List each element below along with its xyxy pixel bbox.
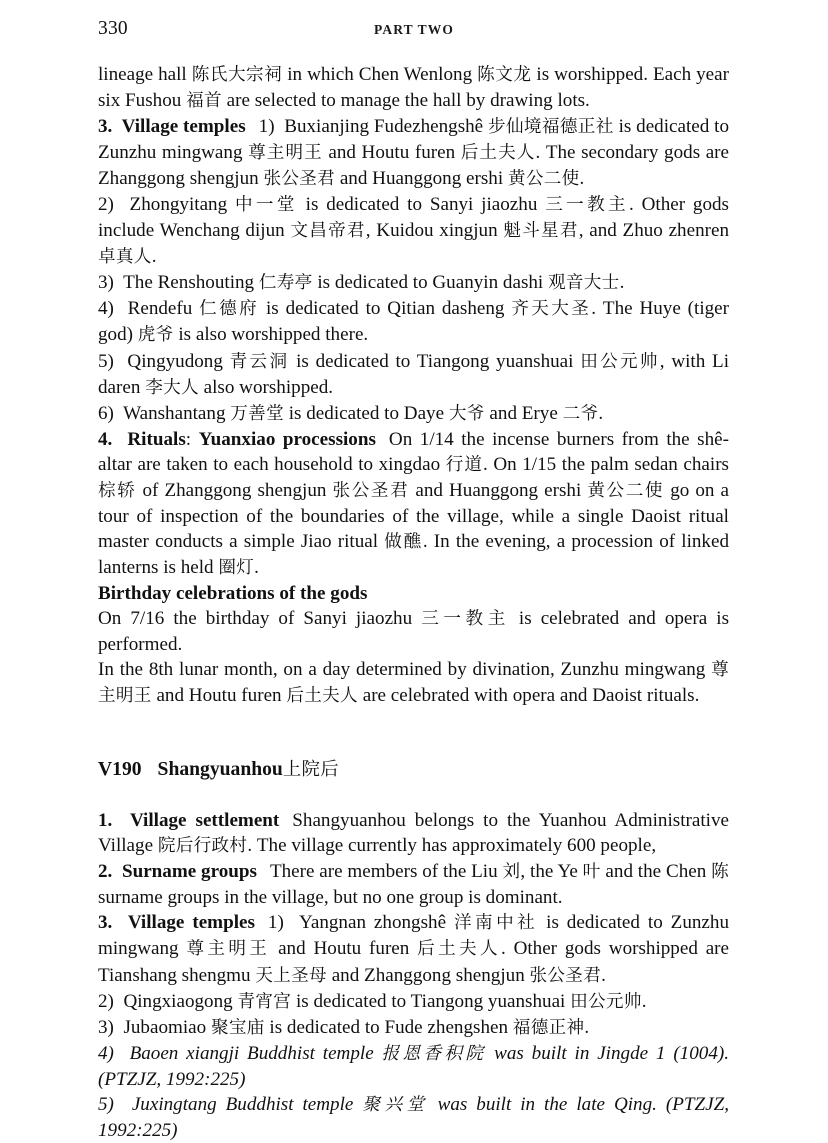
chinese-term: 黄公二使 [507, 169, 580, 190]
text-run: is dedicated to Zunzhu mingwang [98, 116, 729, 164]
chinese-term: 尊主明王 [98, 660, 729, 707]
chinese-term: 仁寿亭 [258, 273, 313, 294]
chinese-term: 陈 [711, 862, 729, 883]
running-head [98, 18, 730, 44]
chinese-term: 做醮 [384, 531, 423, 552]
text-run: , and Zhuo zhenren [578, 220, 729, 242]
chinese-term: 卓真人 [98, 247, 152, 268]
text-run: In the 8th lunar month, on a day determined by divination, Zunzhu mingwang [98, 659, 712, 681]
text-run: 3) Jubaomiao [98, 1016, 211, 1038]
text-run: and the Chen [600, 861, 712, 883]
text-run: 1) Yangnan zhongshê [267, 912, 454, 934]
text-run: of Zhanggong shengjun [136, 479, 333, 501]
chinese-term: 魁斗星君 [503, 221, 579, 242]
entry-heading-v190 [98, 757, 729, 782]
body-text-block [98, 62, 729, 1143]
section-3-village-temples-item-3 [98, 270, 729, 296]
text-run: surname groups in the village, but no one group is dominant. [98, 887, 563, 909]
chinese-term: 二爷 [562, 403, 599, 424]
chinese-term: 棕轿 [98, 480, 137, 501]
chinese-term: 洋南中社 [453, 913, 539, 934]
section-4-heading-separator: : [185, 428, 199, 450]
v190-section-3-village-temples-item-2 [98, 989, 729, 1015]
text-run: . [619, 272, 625, 294]
text-run: . The secondary gods are Zhanggong shengjun [98, 142, 729, 190]
text-run: are celebrated with opera and Daoist rituals. [357, 685, 700, 707]
text-run: . The Huye (tiger god) [98, 298, 730, 346]
v190-section-3-village-temples-item-1 [98, 910, 729, 988]
entry-code: V190 [98, 759, 142, 781]
chinese-term: 行道 [445, 454, 484, 475]
v190-section-3-heading: 3. Village temples [98, 912, 255, 934]
entry-heading-spacer [98, 782, 729, 808]
chinese-term: 观音大士 [548, 273, 620, 294]
section-4-rituals [98, 427, 729, 581]
v190-section-3-village-temples-item-4 [98, 1041, 729, 1092]
section-4-heading-rituals: Rituals [127, 428, 186, 450]
chinese-term: 青宵宫 [237, 991, 292, 1012]
text-run: is dedicated to Daye [283, 402, 449, 424]
chinese-term: 聚宝庙 [210, 1017, 265, 1038]
text-run: is dedicated to Sanyi jiaozhu [297, 194, 546, 216]
paragraph-continued [98, 62, 729, 114]
text-run-italic: was built in Jingde 1 (1004). (PTZJZ, 1992:225) [98, 1042, 729, 1090]
chinese-term: 尊主明王 [248, 143, 323, 164]
section-3-village-temples-item-5 [98, 349, 729, 401]
chinese-term: 后土夫人 [460, 143, 536, 164]
chinese-term: 万善堂 [230, 403, 284, 424]
chinese-term: 报恩香积院 [381, 1043, 487, 1064]
section-4-body [98, 429, 729, 578]
page-number: 330 [98, 18, 128, 39]
section-3-village-temples-item-1 [98, 114, 729, 192]
text-run: . In the evening, a procession of linked lanterns is held [98, 530, 729, 578]
chinese-term: 张公圣君 [332, 480, 410, 501]
chinese-term: 田公元帅 [580, 351, 660, 372]
chinese-term: 后土夫人 [417, 939, 501, 960]
text-run: also worshipped. [198, 376, 334, 398]
chinese-term: 陈文龙 [477, 65, 532, 85]
chinese-term: 张公圣君 [263, 169, 336, 190]
text-run: go on a tour of inspection of the boundaries of the village, while a single Daoist ritual master conducts a simple Jiao ritual [98, 479, 730, 552]
entry-name-roman: Shangyuanhou [157, 759, 283, 781]
chinese-term: 李大人 [145, 377, 199, 398]
text-run: . Other gods worshipped are Tianshang shengmu [98, 938, 730, 986]
v190-section-2-surname-groups [98, 859, 729, 910]
text-run: and Erye [484, 402, 563, 424]
chinese-term: 后土夫人 [286, 686, 358, 707]
chinese-term: 张公圣君 [529, 965, 602, 986]
text-run: 2) Qingxiaogong [98, 990, 238, 1012]
text-run: 5) Qingyudong [98, 350, 230, 372]
text-run: 4) Rendefu [98, 298, 200, 320]
text-run: . [254, 556, 259, 578]
text-run: is celebrated and opera is performed. [98, 607, 730, 656]
text-run: On 7/16 the birthday of Sanyi jiaozhu [98, 607, 422, 629]
chinese-term: 大爷 [448, 403, 485, 424]
section-3-village-temples-item-4 [98, 296, 729, 348]
chinese-term: 陈氏大宗祠 [191, 65, 283, 85]
text-run: , with Li daren [98, 350, 729, 398]
text-run: . On 1/15 the palm sedan chairs [483, 453, 729, 475]
chinese-term: 黄公二使 [587, 480, 665, 501]
chinese-term: 福首 [186, 91, 222, 112]
entry-spacer [98, 709, 729, 757]
chinese-term: 福德正神 [512, 1017, 585, 1038]
chinese-term: 刘 [502, 862, 521, 883]
section-4-heading-number: 4. [98, 428, 128, 450]
section-3-village-temples-item-2 [98, 192, 729, 270]
chinese-term: 步仙境福德正社 [488, 117, 614, 138]
chinese-term: 齐天大圣 [511, 299, 592, 320]
v190-section-1-heading: 1. Village settlement [98, 810, 280, 832]
text-run: . [598, 402, 604, 424]
chinese-term: 青云洞 [229, 351, 290, 372]
section-4-heading-yuanxiao: Yuanxiao processions [198, 428, 376, 450]
chinese-term: 聚兴堂 [362, 1094, 429, 1115]
text-run: is also worshipped there. [173, 324, 369, 346]
chinese-term: 三一教主 [421, 608, 510, 629]
v190-section-1-village-settlement [98, 808, 729, 859]
text-run: is dedicated to Qitian dasheng [259, 298, 512, 320]
chinese-term: 文昌帝君 [290, 221, 366, 242]
text-run: . [151, 246, 157, 268]
birthday-paragraph-2 [98, 657, 729, 709]
text-run: is dedicated to Tiangong yuanshuai [291, 990, 571, 1012]
text-run: is dedicated to Guanyin dashi [312, 272, 548, 294]
text-run: 6) Wanshantang [98, 402, 231, 424]
chinese-term: 田公元帅 [570, 991, 642, 1012]
birthday-paragraph-1 [98, 606, 729, 657]
text-run: and Huanggong ershi [409, 479, 588, 501]
text-run: . [584, 1016, 590, 1038]
chinese-term: 圈灯 [218, 557, 255, 578]
text-run: . [601, 964, 606, 986]
v190-section-3-village-temples-item-3 [98, 1015, 729, 1041]
text-run: is dedicated to Zunzhu mingwang [98, 912, 730, 960]
text-run: is dedicated to Tiangong yuanshuai [289, 350, 581, 372]
text-run: . The village currently has approximately 600 people, [247, 835, 657, 857]
text-run: in which Chen Wenlong [282, 64, 478, 85]
text-run: is worshipped. Each year six Fushou [98, 64, 729, 112]
text-run: . [641, 990, 647, 1012]
text-run: On 1/14 the incense burners from the shê-altar are taken to each household to xingdao [98, 428, 729, 475]
v190-section-3-village-temples-item-5 [98, 1092, 729, 1143]
running-head-title: PART TWO [374, 22, 454, 37]
section-3-village-temples-item-6 [98, 401, 729, 427]
text-run: . [579, 168, 585, 190]
birthday-celebrations-heading: Birthday celebrations of the gods [98, 582, 368, 604]
chinese-term: 天上圣母 [255, 965, 327, 986]
text-run: Shangyuanhou belongs to the Yuanhou Administrative Village [98, 810, 729, 857]
text-run: 2) Zhongyitang [98, 194, 235, 216]
chinese-term: 尊主明王 [186, 939, 271, 960]
text-run-italic: 4) Baoen xiangji Buddhist temple [98, 1042, 382, 1064]
text-run: 3) The Renshouting [98, 272, 259, 294]
text-run: , Kuidou xingjun [365, 220, 504, 242]
v190-section-2-heading: 2. Surname groups [98, 861, 257, 883]
text-run: and Zhanggong shengjun [326, 964, 530, 986]
text-run: and Houtu furen [270, 938, 418, 960]
text-run: There are members of the Liu [269, 861, 503, 883]
text-run: and Huanggong ershi [335, 168, 508, 190]
text-run-italic: 5) Juxingtang Buddhist temple [98, 1093, 363, 1115]
chinese-term: 叶 [582, 862, 601, 883]
entry-name-cjk: 上院后 [282, 759, 339, 781]
text-run: and Houtu furen [151, 685, 287, 707]
chinese-term: 虎爷 [137, 325, 174, 346]
text-run: , the Ye [520, 861, 583, 883]
text-run: and Houtu furen [322, 142, 461, 164]
text-run: is dedicated to Fude zhengshen [264, 1016, 513, 1038]
text-run: 1) Buxianjing Fudezhengshê [258, 116, 488, 138]
chinese-term: 仁德府 [199, 299, 260, 320]
chinese-term: 中一堂 [234, 195, 298, 216]
chinese-term: 院后行政村 [157, 836, 248, 857]
section-3-heading: 3. Village temples [98, 116, 246, 138]
chinese-term: 三一教主 [545, 195, 630, 216]
text-run: are selected to manage the hall by drawing lots. [221, 90, 590, 112]
text-run: . Other gods include Wenchang dijun [98, 194, 729, 242]
text-run-italic: was built in the late Qing. (PTZJZ, 1992:225) [98, 1093, 729, 1141]
text-run: lineage hall [98, 64, 192, 85]
